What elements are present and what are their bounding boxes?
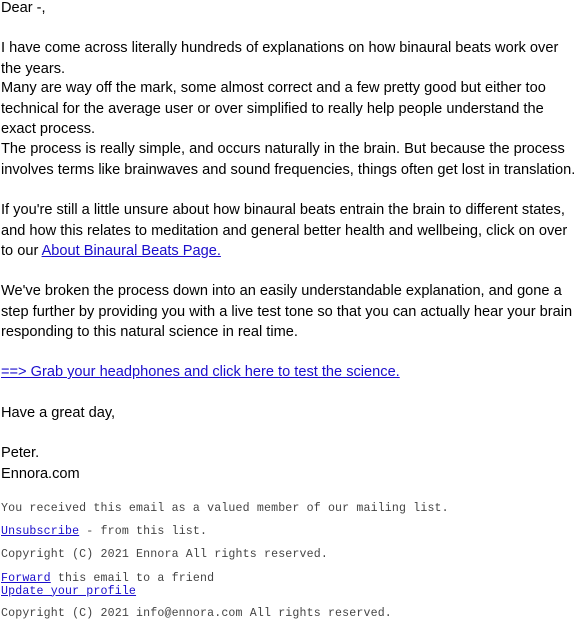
greeting: Dear -, bbox=[1, 0, 46, 16]
paragraph-explanations: Many are way off the mark, some almost correct and a few pretty good but either too technical for the average user or over simplified to really help people understand the exact process. bbox=[1, 80, 546, 137]
paragraph-test-tone: We've broken the process down into an easily understandable explanation, and gone a step further by providing you with a live test tone so that you can actually hear your brain responding to this natural science in real time. bbox=[1, 283, 573, 340]
forward-rest: this email to a friend bbox=[50, 572, 215, 585]
footer-copyright-1: Copyright (C) 2021 Ennora All rights reserved. bbox=[1, 548, 328, 561]
footer-forward-block bbox=[1, 573, 214, 598]
paragraph-intro: I have come across literally hundreds of explanations on how binaural beats work over the years. bbox=[1, 40, 559, 77]
unsubscribe-rest: - from this list. bbox=[79, 525, 208, 538]
footer-update-line bbox=[1, 586, 214, 599]
signature-site: Ennora.com bbox=[1, 465, 80, 482]
signature-name: Peter. bbox=[1, 445, 40, 461]
footer-member-note: You received this email as a valued member of our mailing list. bbox=[1, 502, 449, 515]
forward-link[interactable]: Forward bbox=[1, 572, 51, 585]
paragraph-cta bbox=[1, 362, 579, 383]
closing: Have a great day, bbox=[1, 405, 116, 421]
paragraph-unsure bbox=[1, 200, 579, 262]
paragraph-unsure-text: If you're still a little unsure about how binaural beats entrain the brain to different states, and how this relates to meditation and general better health and wellbeing, click on over to our bbox=[1, 202, 568, 259]
test-science-link[interactable]: ==> Grab your headphones and click here to test the science. bbox=[1, 364, 400, 380]
update-profile-link[interactable]: Update your profile bbox=[1, 584, 137, 598]
signature bbox=[1, 443, 80, 484]
footer-copyright-2: Copyright (C) 2021 info@ennora.com All rights reserved. bbox=[1, 607, 392, 620]
paragraph-process: The process is really simple, and occurs naturally in the brain. But because the process involves terms like brainwaves and sound frequencies, things often get lost in translation. bbox=[1, 141, 576, 178]
footer-unsubscribe-line bbox=[1, 526, 207, 539]
unsubscribe-link[interactable]: Unsubscribe bbox=[1, 525, 80, 538]
about-binaural-beats-link[interactable]: About Binaural Beats Page. bbox=[41, 243, 221, 259]
